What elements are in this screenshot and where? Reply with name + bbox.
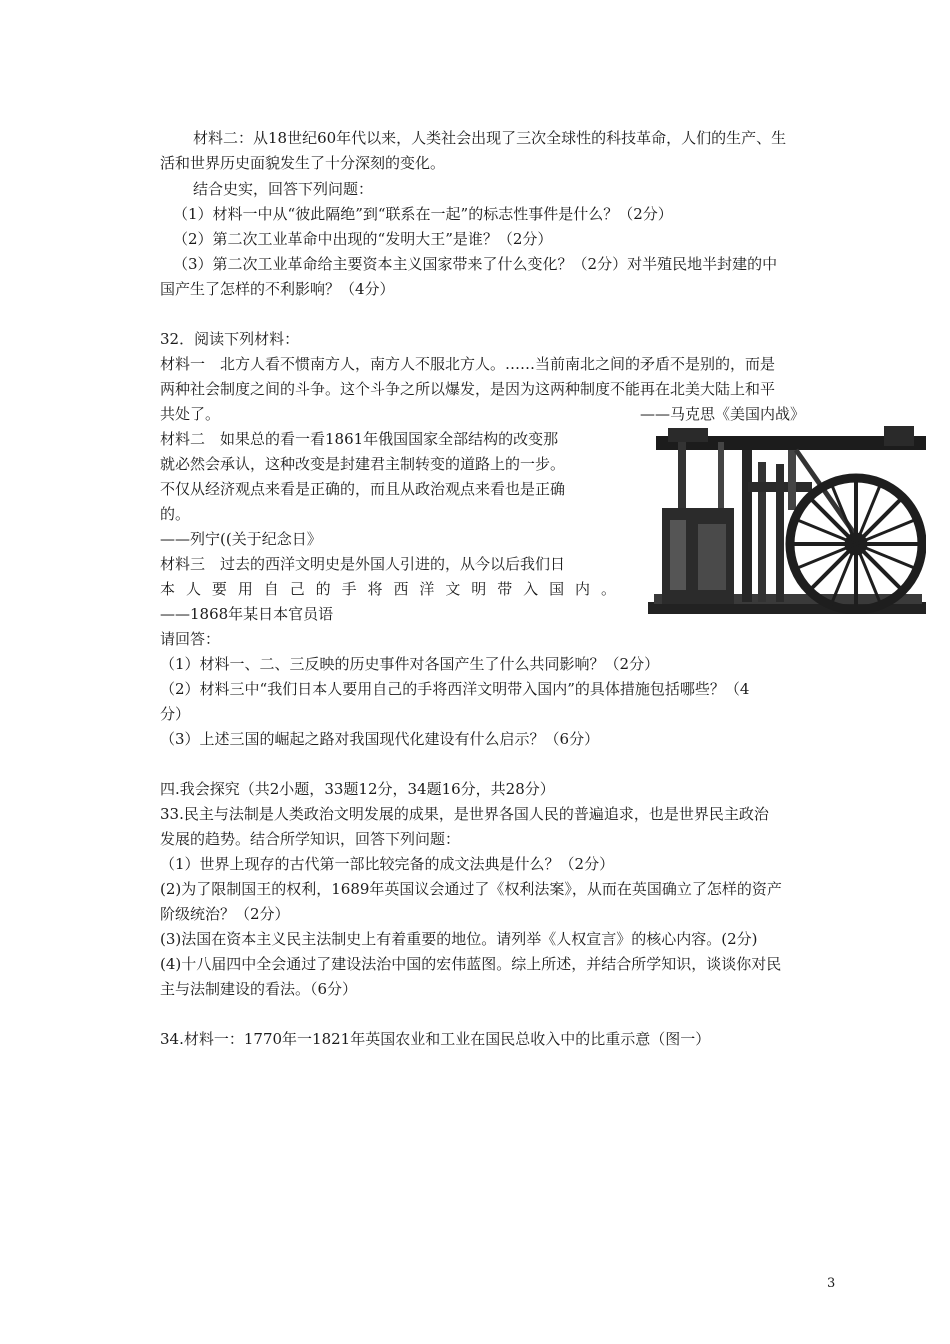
text-line: 主与法制建设的看法。（6分） bbox=[160, 980, 358, 998]
text-line: 阶级统治？（2分） bbox=[160, 905, 290, 923]
steam-engine-illustration bbox=[648, 424, 926, 614]
question-heading: 34.材料一：1770年一1821年英国农业和工业在国民总收入中的比重示意（图一） bbox=[160, 1030, 711, 1048]
question-item: （3）第二次工业革命给主要资本主义国家带来了什么变化？（2分）对半殖民地半封建的中 bbox=[173, 255, 778, 273]
citation: ——1868年某日本官员语 bbox=[160, 605, 334, 623]
page-number: 3 bbox=[827, 1276, 836, 1291]
text-line: 共处了。 bbox=[160, 405, 221, 423]
text-line: 发展的趋势。结合所学知识，回答下列问题： bbox=[160, 830, 461, 848]
question-heading: 32．阅读下列材料： bbox=[160, 330, 300, 348]
text-line: 材料一 北方人看不惯南方人，南方人不服北方人。……当前南北之间的矛盾不是别的，而是 bbox=[160, 355, 776, 373]
citation: ——马克思《美国内战》 bbox=[640, 405, 806, 423]
text-line: 活和世界历史面貌发生了十分深刻的变化。 bbox=[160, 154, 446, 172]
question-item: （2）材料三中“我们日本人要用自己的手将西洋文明带入国内”的具体措施包括哪些？（4 bbox=[160, 680, 750, 698]
text-line: 本人要用自己的手将西洋文明带入国内。 bbox=[160, 580, 616, 598]
text-line: 不仅从经济观点来看是正确的，而且从政治观点来看也是正确 bbox=[160, 480, 566, 498]
text-line: 材料三 过去的西洋文明史是外国人引进的，从今以后我们日 bbox=[160, 555, 566, 573]
text-line: 两种社会制度之间的斗争。这个斗争之所以爆发，是因为这两种制度不能再在北美大陆上和平 bbox=[160, 380, 776, 398]
text-line: 结合史实，回答下列问题： bbox=[193, 180, 374, 198]
section-heading: 四.我会探究（共2小题，33题12分，34题16分，共28分） bbox=[160, 780, 555, 798]
text-line: 国产生了怎样的不利影响？（4分） bbox=[160, 280, 395, 298]
question-item: （1）材料一中从“彼此隔绝”到“联系在一起”的标志性事件是什么？（2分） bbox=[173, 205, 673, 223]
question-item: （3）上述三国的崛起之路对我国现代化建设有什么启示？（6分） bbox=[160, 730, 600, 748]
question-item: （1）材料一、二、三反映的历史事件对各国产生了什么共同影响？（2分） bbox=[160, 655, 660, 673]
text-line: 的。 bbox=[160, 505, 191, 523]
question-item: (4)十八届四中全会通过了建设法治中国的宏伟蓝图。综上所述，并结合所学知识，谈谈你对民 bbox=[160, 955, 782, 973]
text-line: 就必然会承认，这种改变是封建君主制转变的道路上的一步。 bbox=[160, 455, 566, 473]
question-item: （1）世界上现存的古代第一部比较完备的成文法典是什么？（2分） bbox=[160, 855, 615, 873]
question-item: (3)法国在资本主义民主法制史上有着重要的地位。请列举《人权宣言》的核心内容。(2分) bbox=[160, 930, 758, 948]
text-line: 分） bbox=[160, 705, 191, 723]
question-item: (2)为了限制国王的权利，1689年英国议会通过了《权利法案》，从而在英国确立了怎样的资产 bbox=[160, 880, 782, 898]
text-line: 请回答： bbox=[160, 630, 221, 648]
text-line: 材料二 如果总的看一看1861年俄国国家全部结构的改变那 bbox=[160, 430, 559, 448]
text-line: 33.民主与法制是人类政治文明发展的成果，是世界各国人民的普遍追求，也是世界民主政治 bbox=[160, 805, 769, 823]
citation: ——列宁((关于纪念日》 bbox=[160, 530, 322, 548]
text-line: 材料二：从18世纪60年代以来，人类社会出现了三次全球性的科技革命，人们的生产、生 bbox=[193, 129, 787, 147]
question-item: （2）第二次工业革命中出现的“发明大王”是谁？（2分） bbox=[173, 230, 553, 248]
